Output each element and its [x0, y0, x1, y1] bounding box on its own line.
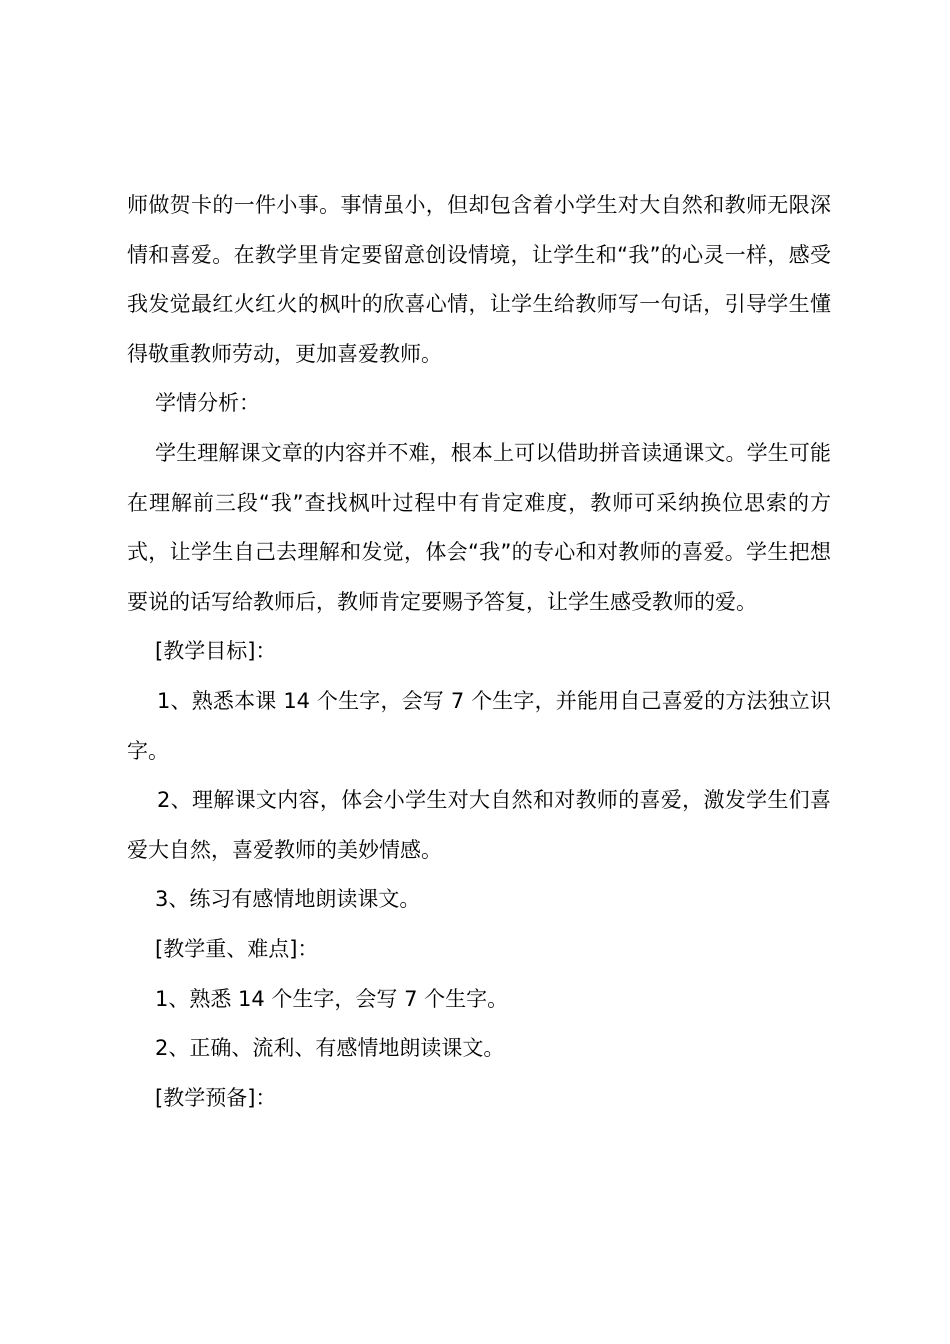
- preparation-heading: [教学预备]：: [155, 1085, 277, 1110]
- key-point-item-1: 1、熟悉 14 个生字，会写 7 个生字。: [155, 986, 509, 1011]
- learning-analysis-paragraph: 学生理解课文章的内容并不难，根本上可以借助拼音读通课文。学生可能在理解前三段“我”查找枫叶过程中有肯定难度，教师可采纳换位思索的方式，让学生自己去理解和发觉，体会“我”的专心和对教师的喜爱。学生把想要说的话写给教师后，教师肯定要赐予答复，让学生感受教师的爱。: [127, 440, 831, 614]
- intro-paragraph: 师做贺卡的一件小事。事情虽小，但却包含着小学生对大自然和教师无限深情和喜爱。在教学里肯定要留意创设情境，让学生和“我”的心灵一样，感受我发觉最红火红火的枫叶的欣喜心情，让学生给教师写一句话，引导学生懂得敬重教师劳动，更加喜爱教师。: [127, 193, 831, 366]
- goal-item-2: 2、理解课文内容，体会小学生对大自然和对教师的喜爱，激发学生们喜爱大自然，喜爱教师的美妙情感。: [127, 788, 831, 862]
- document-body: [127, 181, 831, 1123]
- goal-item-3: 3、练习有感情地朗读课文。: [155, 887, 421, 912]
- learning-analysis-heading: 学情分析：: [155, 391, 260, 416]
- key-points-heading: [教学重、难点]：: [155, 936, 319, 961]
- goal-item-1: 1、熟悉本课 14 个生字，会写 7 个生字，并能用自己喜爱的方法独立识字。: [127, 688, 831, 763]
- key-point-item-2: 2、正确、流利、有感情地朗读课文。: [155, 1036, 505, 1061]
- teaching-goals-heading: [教学目标]：: [155, 639, 277, 664]
